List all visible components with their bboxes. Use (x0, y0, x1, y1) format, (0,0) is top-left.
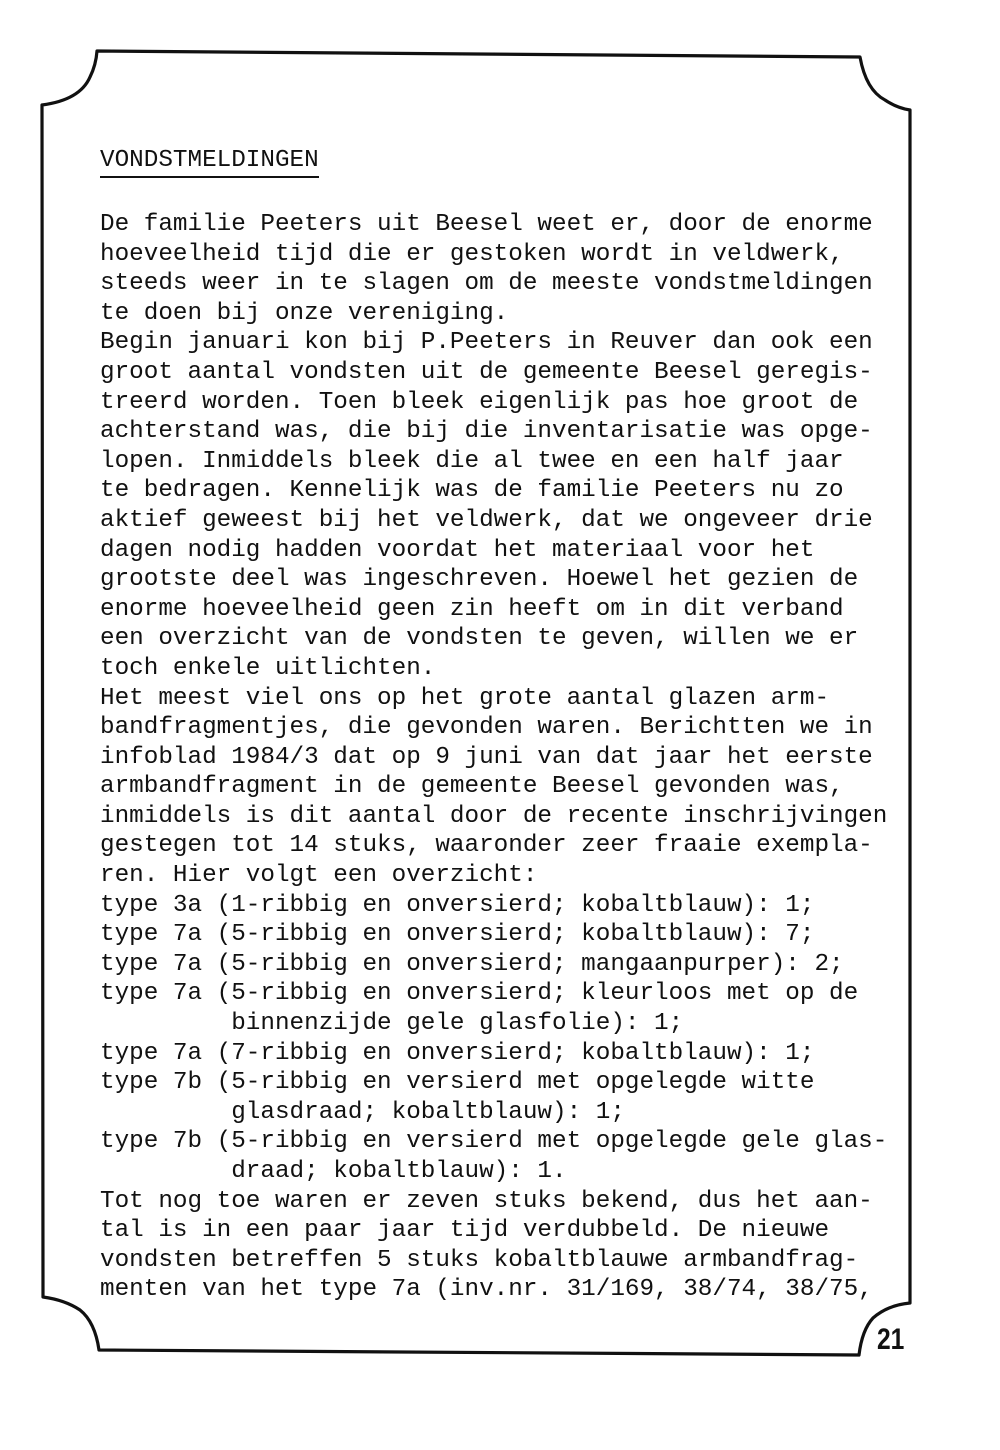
text-line: dagen nodig hadden voordat het materiaal voor het (100, 536, 815, 564)
text-line: aktief geweest bij het veldwerk, dat we ongeveer drie (100, 506, 873, 534)
text-line: te doen bij onze vereniging. (100, 299, 509, 327)
section-title: VONDSTMELDINGEN (100, 146, 319, 178)
text-line: tal is in een paar jaar tijd verdubbeld. De nieuwe (100, 1217, 830, 1245)
text-line: type 7a (7-ribbig en onversierd; kobaltblauw): 1; (100, 1039, 815, 1067)
article-body (100, 210, 900, 1305)
text-line: een overzicht van de vondsten te geven, willen we er (100, 625, 859, 653)
text-line: enorme hoeveelheid geen zin heeft om in dit verband (100, 595, 844, 623)
text-line: type 7b (5-ribbig en versierd met opgelegde gele glas- (100, 1128, 888, 1156)
page-number: 21 (877, 1323, 905, 1356)
text-line: type 3a (1-ribbig en onversierd; kobaltblauw): 1; (100, 891, 815, 919)
text-line: treerd worden. Toen bleek eigenlijk pas hoe groot de (100, 388, 859, 416)
text-line: toch enkele uitlichten. (100, 654, 436, 682)
text-line: Tot nog toe waren er zeven stuks bekend, dus het aan- (100, 1187, 873, 1215)
text-line: te bedragen. Kennelijk was de familie Peeters nu zo (100, 477, 844, 505)
text-line: achterstand was, die bij die inventarisatie was opge- (100, 418, 873, 446)
text-line: hoeveelheid tijd die er gestoken wordt in veldwerk, (100, 240, 844, 268)
text-line: menten van het type 7a (inv.nr. 31/169, 38/74, 38/75, (100, 1276, 873, 1304)
text-line: type 7a (5-ribbig en onversierd; mangaanpurper): 2; (100, 950, 844, 978)
text-line: inmiddels is dit aantal door de recente inschrijvingen (100, 802, 888, 830)
text-line: gestegen tot 14 stuks, waaronder zeer fraaie exempla- (100, 832, 873, 860)
text-line: type 7a (5-ribbig en onversierd; kobaltblauw): 7; (100, 921, 815, 949)
text-line: Het meest viel ons op het grote aantal glazen arm- (100, 684, 830, 712)
text-line: draad; kobaltblauw): 1. (100, 1158, 567, 1185)
text-line: type 7b (5-ribbig en versierd met opgelegde witte (100, 1069, 815, 1097)
text-line: binnenzijde gele glasfolie): 1; (100, 1010, 684, 1038)
text-line: grootste deel was ingeschreven. Hoewel het gezien de (100, 566, 859, 594)
text-line: bandfragmentjes, die gevonden waren. Berichtten we in (100, 714, 873, 742)
text-line: groot aantal vondsten uit de gemeente Beesel geregis- (100, 358, 873, 386)
text-line: type 7a (5-ribbig en onversierd; kleurloos met op de (100, 980, 859, 1008)
text-line: glasdraad; kobaltblauw): 1; (100, 1098, 625, 1126)
text-line: armbandfragment in de gemeente Beesel gevonden was, (100, 773, 844, 801)
text-line: vondsten betreffen 5 stuks kobaltblauwe armbandfrag- (100, 1246, 859, 1274)
text-line: steeds weer in te slagen om de meeste vondstmeldingen (100, 270, 873, 298)
text-line: De familie Peeters uit Beesel weet er, door de enorme (100, 211, 873, 238)
text-line: Begin januari kon bij P.Peeters in Reuver dan ook een (100, 329, 873, 357)
text-line: lopen. Inmiddels bleek die al twee en een half jaar (100, 447, 844, 475)
text-line: ren. Hier volgt een overzicht: (100, 862, 538, 890)
text-line: infoblad 1984/3 dat op 9 juni van dat jaar het eerste (100, 743, 873, 771)
